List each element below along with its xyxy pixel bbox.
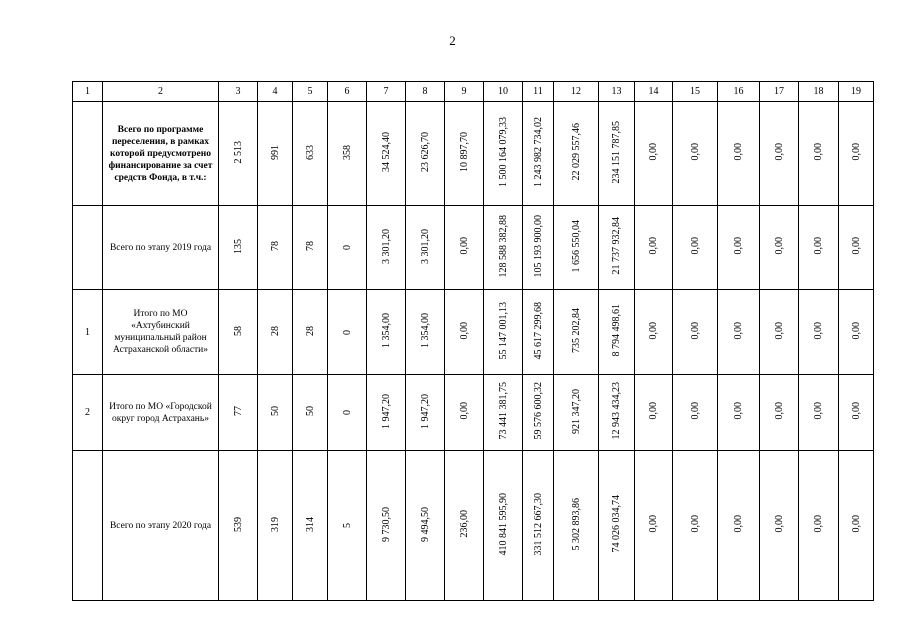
column-header: 13 — [599, 82, 635, 102]
value-cell — [258, 290, 293, 375]
column-header: 11 — [523, 82, 554, 102]
column-header: 18 — [799, 82, 839, 102]
value-cell — [599, 375, 635, 451]
value-cell — [839, 451, 874, 601]
value-cell — [293, 102, 328, 206]
value-cell — [760, 290, 799, 375]
cell-value: 234 151 787,85 — [611, 120, 622, 184]
value-cell — [484, 290, 523, 375]
row-number — [73, 102, 103, 206]
value-cell — [673, 206, 718, 290]
cell-value: 0,00 — [813, 237, 824, 255]
cell-value: 0,00 — [648, 143, 659, 161]
value-cell — [293, 451, 328, 601]
cell-value: 331 512 667,30 — [532, 492, 544, 556]
cell-value: 28 — [269, 325, 281, 336]
value-cell — [367, 290, 406, 375]
value-cell — [219, 375, 258, 451]
page-number: 2 — [449, 33, 456, 48]
column-header: 8 — [406, 82, 445, 102]
cell-value: 8 794 498,61 — [611, 304, 622, 357]
row-label: Всего по этапу 2019 года — [103, 206, 219, 290]
row-label: Итого по МО «Городской округ город Астрахань» — [103, 375, 219, 451]
cell-value: 0,00 — [458, 237, 470, 255]
value-cell — [839, 375, 874, 451]
cell-value: 135 — [232, 238, 244, 254]
cell-value: 0,00 — [689, 321, 701, 340]
cell-value: 28 — [304, 325, 316, 336]
value-cell — [484, 451, 523, 601]
value-cell — [635, 290, 673, 375]
cell-value: 2 513 — [232, 140, 244, 164]
table-row — [73, 102, 874, 206]
cell-value: 539 — [232, 516, 244, 532]
cell-value: 0 — [341, 329, 353, 335]
cell-value: 0,00 — [648, 402, 659, 420]
cell-value: 0,00 — [773, 402, 785, 420]
value-cell — [523, 206, 554, 290]
cell-value: 1 354,00 — [380, 313, 392, 348]
cell-value: 0,00 — [733, 321, 744, 340]
row-number: 1 — [73, 290, 103, 375]
value-cell — [293, 290, 328, 375]
value-cell — [484, 375, 523, 451]
cell-value: 236,00 — [458, 510, 470, 538]
value-cell — [406, 290, 445, 375]
value-cell — [673, 451, 718, 601]
row-number: 2 — [73, 375, 103, 451]
value-cell — [293, 375, 328, 451]
value-cell — [328, 290, 367, 375]
row-label: Итого по МО «Ахтубинский муниципальный район Астраханской области» — [103, 290, 219, 375]
cell-value: 0,00 — [773, 321, 785, 340]
cell-value: 0,00 — [850, 143, 862, 161]
column-header: 19 — [839, 82, 874, 102]
value-cell — [839, 206, 874, 290]
value-cell — [635, 451, 673, 601]
value-cell — [599, 451, 635, 601]
value-cell — [760, 206, 799, 290]
cell-value: 633 — [304, 144, 316, 160]
cell-value: 50 — [304, 406, 316, 416]
value-cell — [839, 290, 874, 375]
value-cell — [718, 102, 760, 206]
column-header: 2 — [103, 82, 219, 102]
table-row — [73, 290, 874, 375]
cell-value: 735 202,84 — [570, 308, 582, 353]
value-cell — [258, 451, 293, 601]
cell-value: 50 — [269, 406, 281, 416]
column-header: 5 — [293, 82, 328, 102]
cell-value: 0,00 — [850, 515, 862, 533]
value-cell — [406, 102, 445, 206]
cell-value: 0,00 — [773, 237, 785, 255]
column-header: 4 — [258, 82, 293, 102]
value-cell — [760, 375, 799, 451]
column-header: 12 — [554, 82, 599, 102]
value-cell — [328, 375, 367, 451]
column-header: 14 — [635, 82, 673, 102]
cell-value: 991 — [269, 144, 281, 160]
cell-value: 55 147 001,13 — [497, 301, 509, 360]
cell-value: 0,00 — [813, 515, 824, 533]
cell-value: 74 026 034,74 — [611, 495, 622, 553]
cell-value: 0,00 — [850, 321, 862, 340]
cell-value: 0,00 — [648, 237, 659, 255]
cell-value: 0,00 — [733, 402, 744, 420]
cell-value: 34 524,40 — [380, 132, 392, 172]
value-cell — [406, 375, 445, 451]
cell-value: 0,00 — [813, 321, 824, 340]
value-cell — [799, 102, 839, 206]
value-cell — [523, 451, 554, 601]
value-cell — [760, 102, 799, 206]
value-cell — [258, 102, 293, 206]
cell-value: 0,00 — [689, 402, 701, 420]
value-cell — [367, 451, 406, 601]
value-cell — [328, 206, 367, 290]
cell-value: 314 — [304, 516, 316, 532]
column-header: 9 — [445, 82, 484, 102]
cell-value: 410 841 595,90 — [497, 492, 509, 556]
cell-value: 3 301,20 — [380, 228, 392, 264]
cell-value: 9 494,50 — [419, 506, 431, 542]
cell-value: 0,00 — [648, 515, 659, 533]
cell-value: 1 500 164 079,33 — [497, 117, 509, 187]
cell-value: 0,00 — [458, 321, 470, 340]
column-header: 1 — [73, 82, 103, 102]
value-cell — [673, 290, 718, 375]
cell-value: 78 — [304, 241, 316, 251]
column-header: 7 — [367, 82, 406, 102]
table-row — [73, 206, 874, 290]
column-header: 6 — [328, 82, 367, 102]
value-cell — [599, 206, 635, 290]
value-cell — [635, 375, 673, 451]
cell-value: 5 302 893,86 — [570, 497, 582, 551]
value-cell — [445, 375, 484, 451]
value-cell — [445, 290, 484, 375]
cell-value: 22 029 557,46 — [570, 123, 582, 181]
value-cell — [673, 102, 718, 206]
table-row — [73, 375, 874, 451]
value-cell — [367, 102, 406, 206]
cell-value: 59 576 600,32 — [532, 382, 544, 440]
cell-value: 77 — [232, 406, 244, 416]
value-cell — [523, 375, 554, 451]
value-cell — [219, 102, 258, 206]
value-cell — [367, 206, 406, 290]
value-cell — [839, 102, 874, 206]
cell-value: 21 737 932,84 — [611, 217, 622, 275]
value-cell — [599, 102, 635, 206]
value-cell — [718, 451, 760, 601]
cell-value: 921 347,20 — [570, 388, 582, 434]
row-number — [73, 451, 103, 601]
cell-value: 0,00 — [850, 402, 862, 420]
value-cell — [328, 451, 367, 601]
value-cell — [554, 375, 599, 451]
cell-value: 0,00 — [689, 143, 701, 161]
cell-value: 9 730,50 — [380, 506, 392, 542]
cell-value: 0,00 — [733, 143, 744, 161]
cell-value: 0 — [341, 410, 353, 415]
value-cell — [554, 290, 599, 375]
column-header: 10 — [484, 82, 523, 102]
cell-value: 0,00 — [733, 237, 744, 255]
cell-value: 0 — [341, 245, 353, 250]
cell-value: 0,00 — [458, 402, 470, 420]
column-header: 16 — [718, 82, 760, 102]
value-cell — [406, 206, 445, 290]
cell-value: 0,00 — [773, 515, 785, 533]
value-cell — [718, 206, 760, 290]
cell-value: 45 617 299,68 — [532, 301, 544, 360]
cell-value: 12 943 434,23 — [611, 382, 622, 440]
cell-value: 1 354,00 — [419, 313, 431, 348]
cell-value: 1 947,20 — [419, 393, 431, 429]
value-cell — [523, 290, 554, 375]
value-cell — [293, 206, 328, 290]
value-cell — [445, 451, 484, 601]
cell-value: 5 — [341, 523, 353, 528]
value-cell — [760, 451, 799, 601]
cell-value: 0,00 — [813, 402, 824, 420]
column-header: 17 — [760, 82, 799, 102]
header-row — [73, 82, 874, 102]
cell-value: 0,00 — [733, 515, 744, 533]
value-cell — [367, 375, 406, 451]
value-cell — [554, 451, 599, 601]
cell-value: 105 193 900,00 — [532, 214, 544, 278]
value-cell — [718, 290, 760, 375]
value-cell — [484, 206, 523, 290]
cell-value: 0,00 — [689, 237, 701, 255]
cell-value: 78 — [269, 241, 281, 251]
value-cell — [599, 290, 635, 375]
cell-value: 0,00 — [689, 515, 701, 533]
cell-value: 1 947,20 — [380, 393, 392, 429]
table-row — [73, 451, 874, 601]
cell-value: 1 243 982 734,02 — [532, 117, 544, 187]
row-number — [73, 206, 103, 290]
value-cell — [445, 102, 484, 206]
value-cell — [799, 451, 839, 601]
value-cell — [554, 102, 599, 206]
row-label: Всего по этапу 2020 года — [103, 451, 219, 601]
value-cell — [219, 290, 258, 375]
cell-value: 1 656 550,04 — [570, 219, 582, 273]
column-header: 3 — [219, 82, 258, 102]
cell-value: 23 626,70 — [419, 132, 431, 172]
value-cell — [635, 102, 673, 206]
value-cell — [718, 375, 760, 451]
value-cell — [635, 206, 673, 290]
resettlement-table — [72, 81, 874, 601]
cell-value: 3 301,20 — [419, 228, 431, 264]
value-cell — [799, 375, 839, 451]
value-cell — [523, 102, 554, 206]
value-cell — [258, 375, 293, 451]
value-cell — [799, 206, 839, 290]
column-header: 15 — [673, 82, 718, 102]
value-cell — [328, 102, 367, 206]
value-cell — [406, 451, 445, 601]
cell-value: 319 — [269, 516, 281, 532]
value-cell — [258, 206, 293, 290]
value-cell — [445, 206, 484, 290]
cell-value: 0,00 — [773, 143, 785, 161]
value-cell — [484, 102, 523, 206]
value-cell — [219, 451, 258, 601]
cell-value: 358 — [341, 144, 353, 160]
cell-value: 10 897,70 — [458, 132, 470, 172]
value-cell — [673, 375, 718, 451]
cell-value: 0,00 — [813, 143, 824, 161]
value-cell — [799, 290, 839, 375]
cell-value: 73 441 381,75 — [497, 382, 509, 440]
cell-value: 58 — [232, 325, 244, 336]
value-cell — [554, 206, 599, 290]
value-cell — [219, 206, 258, 290]
cell-value: 128 588 382,88 — [497, 214, 509, 278]
cell-value: 0,00 — [850, 237, 862, 255]
cell-value: 0,00 — [648, 321, 659, 340]
row-label: Всего по программе переселения, в рамках которой предусмотрено финансирование за счет средств Фонда, в т.ч.: — [103, 102, 219, 206]
